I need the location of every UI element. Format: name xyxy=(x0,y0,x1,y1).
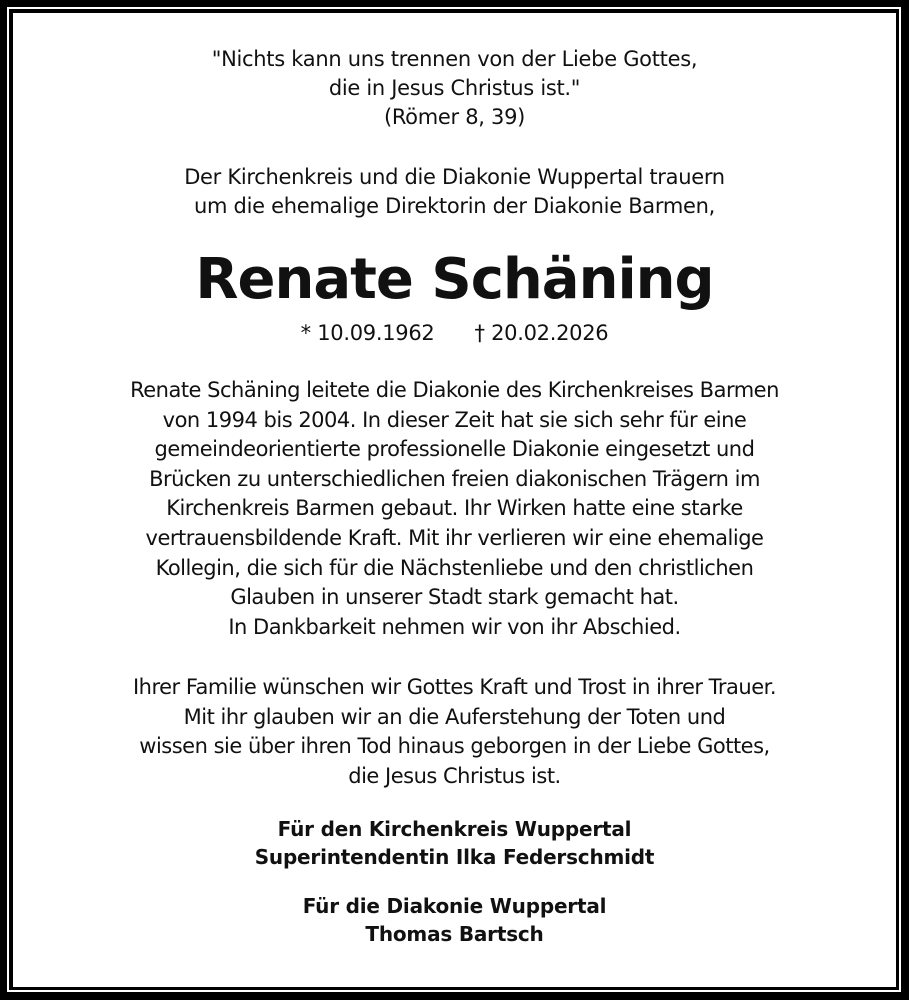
signature-kirchenkreis xyxy=(13,815,896,871)
tribute-line: vertrauensbildende Kraft. Mit ihr verlieren wir eine ehemalige xyxy=(145,525,764,550)
tribute-line: Glauben in unserer Stadt stark gemacht hat. xyxy=(230,585,679,610)
birth-date: 10.09.1962 xyxy=(317,321,435,345)
signature-organization: Für den Kirchenkreis Wuppertal xyxy=(277,817,632,841)
tribute-line: In Dankbarkeit nehmen wir von ihr Abschied. xyxy=(228,614,681,639)
signature-person: Superintendentin Ilka Federschmidt xyxy=(254,845,655,869)
tribute-paragraph xyxy=(13,376,896,642)
condolence-line: Mit ihr glauben wir an die Auferstehung der Toten und xyxy=(183,704,726,729)
tribute-line: Brücken zu unterschiedlichen freien diakonischen Trägern im xyxy=(149,466,760,491)
death-date: 20.02.2026 xyxy=(491,321,609,345)
quote-line: "Nichts kann uns trennen von der Liebe Gottes, xyxy=(211,47,698,71)
intro-line: Der Kirchenkreis und die Diakonie Wuppertal trauern xyxy=(184,165,725,189)
cross-icon: † xyxy=(474,321,485,345)
intro-line: um die ehemalige Direktorin der Diakonie Barmen, xyxy=(194,194,715,218)
life-dates xyxy=(13,318,896,348)
signature-diakonie xyxy=(13,892,896,948)
intro-text xyxy=(13,163,896,221)
quote-reference: (Römer 8, 39) xyxy=(383,105,526,129)
birth-symbol: * xyxy=(300,321,311,345)
tribute-line: gemeindeorientierte professionelle Diakonie eingesetzt und xyxy=(154,437,755,462)
condolence-line: die Jesus Christus ist. xyxy=(348,763,561,788)
tribute-line: Renate Schäning leitete die Diakonie des Kirchenkreises Barmen xyxy=(130,378,779,402)
tribute-line: Kirchenkreis Barmen gebaut. Ihr Wirken hatte eine starke xyxy=(166,496,743,521)
condolence-line: wissen sie über ihren Tod hinaus geborgen in der Liebe Gottes, xyxy=(139,734,770,758)
signature-organization: Für die Diakonie Wuppertal xyxy=(302,894,607,918)
obituary-notice xyxy=(13,13,896,987)
deceased-name: Renate Schäning xyxy=(195,247,714,312)
bible-quote xyxy=(13,45,896,132)
condolence-line: Ihrer Familie wünschen wir Gottes Kraft und Trost in ihrer Trauer. xyxy=(132,675,777,699)
condolence-paragraph xyxy=(13,673,896,791)
quote-line: die in Jesus Christus ist." xyxy=(328,76,581,100)
signature-person: Thomas Bartsch xyxy=(365,922,544,946)
tribute-line: Kollegin, die sich für die Nächstenliebe und den christlichen xyxy=(155,555,754,580)
tribute-line: von 1994 bis 2004. In dieser Zeit hat sie sich sehr für eine xyxy=(162,407,747,432)
